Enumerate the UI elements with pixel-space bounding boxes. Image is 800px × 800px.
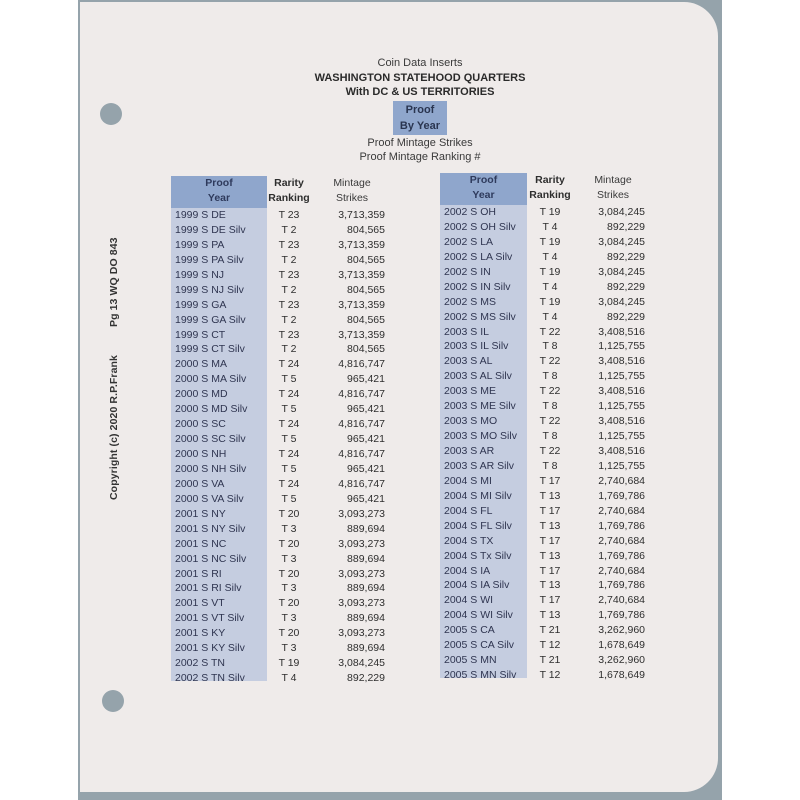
coin-year-cell: 2000 S SC xyxy=(175,418,226,431)
table-row xyxy=(171,402,411,417)
coin-year-cell: 2000 S MD xyxy=(175,388,228,401)
header-year-line2: Year xyxy=(207,192,231,204)
header-mint-line1: Mintage xyxy=(333,177,371,189)
table-row xyxy=(440,489,680,504)
rarity-rank-cell: T 20 xyxy=(278,537,300,550)
rarity-rank-cell: T 5 xyxy=(281,433,297,446)
coin-year-cell: 2000 S NH Silv xyxy=(175,462,247,475)
coin-year-cell: 2005 S MN Silv xyxy=(444,669,517,682)
page-title: WASHINGTON STATEHOOD QUARTERS xyxy=(314,71,526,84)
left-data-table xyxy=(171,176,411,685)
rarity-rank-cell: T 2 xyxy=(281,343,297,356)
header-year-line1: Proof xyxy=(469,174,498,186)
mintage-cell: 3,084,245 xyxy=(598,235,645,248)
table-row xyxy=(440,534,680,549)
coin-year-cell: 2002 S OH Silv xyxy=(444,220,516,233)
mintage-cell: 892,229 xyxy=(347,672,385,685)
coin-year-cell: 1999 S DE xyxy=(175,209,226,221)
rarity-rank-cell: T 24 xyxy=(278,418,300,431)
rarity-rank-cell: T 22 xyxy=(539,415,561,428)
coin-year-cell: 2000 S MD Silv xyxy=(175,403,248,416)
mintage-cell: 3,093,273 xyxy=(338,567,385,580)
table-row xyxy=(440,638,680,653)
mintage-cell: 3,084,245 xyxy=(598,265,645,278)
coin-year-cell: 2001 S VT Silv xyxy=(175,612,245,625)
coin-year-cell: 2003 S AL xyxy=(444,355,493,368)
rarity-rank-cell: T 23 xyxy=(278,268,300,281)
mintage-cell: 1,769,786 xyxy=(598,489,645,502)
page-subtitle: With DC & US TERRITORIES xyxy=(345,86,495,98)
mintage-cell: 889,694 xyxy=(347,552,385,565)
mintage-cell: 3,084,245 xyxy=(338,657,385,670)
table-row xyxy=(440,339,680,354)
table-row xyxy=(440,369,680,384)
table-row xyxy=(440,608,680,623)
rarity-rank-cell: T 2 xyxy=(281,253,297,266)
coin-year-cell: 2004 S FL Silv xyxy=(444,519,512,532)
table-row xyxy=(171,596,411,611)
coin-year-cell: 2002 S IN xyxy=(444,265,491,278)
rarity-rank-cell: T 24 xyxy=(278,358,300,371)
right-data-table xyxy=(440,173,680,682)
table-row xyxy=(440,623,680,638)
coin-year-cell: 2001 S RI xyxy=(175,567,222,580)
column-header-rank xyxy=(527,173,573,203)
coin-year-cell: 2002 S MS xyxy=(444,295,496,308)
rarity-rank-cell: T 2 xyxy=(281,283,297,296)
mintage-cell: 889,694 xyxy=(347,522,385,535)
rarity-rank-cell: T 17 xyxy=(539,564,561,577)
table-row xyxy=(440,668,680,683)
coin-year-cell: 1999 S CT Silv xyxy=(175,343,245,356)
table-row xyxy=(440,280,680,295)
coin-year-cell: 2003 S ME Silv xyxy=(444,400,516,413)
rarity-rank-cell: T 19 xyxy=(539,265,561,278)
table-row xyxy=(440,549,680,564)
table-row xyxy=(440,310,680,325)
rarity-rank-cell: T 4 xyxy=(281,672,297,685)
rarity-rank-cell: T 21 xyxy=(539,654,561,667)
column-header-year xyxy=(440,173,527,203)
mintage-cell: 3,408,516 xyxy=(598,445,645,457)
table-row xyxy=(171,492,411,507)
rarity-rank-cell: T 13 xyxy=(539,549,561,562)
table-row xyxy=(171,432,411,447)
coin-year-cell: 2000 S VA Silv xyxy=(175,492,244,505)
coin-year-cell: 2004 S IA xyxy=(444,564,491,577)
mintage-cell: 889,694 xyxy=(347,582,385,595)
mintage-cell: 892,229 xyxy=(607,220,645,233)
mintage-cell: 804,565 xyxy=(347,283,385,296)
coin-year-cell: 1999 S PA xyxy=(175,238,225,251)
coin-year-cell: 2003 S MO Silv xyxy=(444,430,517,443)
mintage-cell: 1,678,649 xyxy=(598,639,645,652)
table-row xyxy=(440,429,680,444)
badge-line-1: Proof xyxy=(405,103,435,116)
rarity-rank-cell: T 19 xyxy=(278,657,300,670)
rarity-rank-cell: T 22 xyxy=(539,325,561,338)
side-caption xyxy=(108,237,120,500)
rarity-rank-cell: T 23 xyxy=(278,328,300,341)
mintage-cell: 1,769,786 xyxy=(598,609,645,622)
rarity-rank-cell: T 3 xyxy=(281,642,297,655)
mintage-cell: 1,678,649 xyxy=(598,669,645,682)
rarity-rank-cell: T 19 xyxy=(539,295,561,308)
rarity-rank-cell: T 22 xyxy=(539,385,561,398)
badge-line-2: By Year xyxy=(399,119,441,132)
coin-year-cell: 2003 S MO xyxy=(444,415,498,428)
mintage-cell: 889,694 xyxy=(347,612,385,625)
rarity-rank-cell: T 17 xyxy=(539,474,561,487)
rarity-rank-cell: T 13 xyxy=(539,579,561,592)
mintage-cell: 2,740,684 xyxy=(598,534,645,547)
table-row xyxy=(440,265,680,280)
table-row xyxy=(171,253,411,268)
mintage-cell: 889,694 xyxy=(347,642,385,655)
mintage-cell: 3,408,516 xyxy=(598,355,645,368)
mintage-cell: 892,229 xyxy=(607,280,645,293)
table-row xyxy=(171,268,411,283)
coin-year-cell: 2001 S KY xyxy=(175,627,226,640)
table-row xyxy=(171,522,411,537)
table-row xyxy=(171,223,411,238)
coin-year-cell: 2004 S FL xyxy=(444,504,493,517)
rarity-rank-cell: T 12 xyxy=(539,669,561,682)
mintage-cell: 3,713,359 xyxy=(338,238,385,251)
mintage-cell: 1,125,755 xyxy=(598,370,645,383)
coin-year-cell: 2004 S IA Silv xyxy=(444,579,510,592)
rarity-rank-cell: T 13 xyxy=(539,609,561,622)
rarity-rank-cell: T 2 xyxy=(281,313,297,326)
rarity-rank-cell: T 5 xyxy=(281,462,297,475)
coin-year-cell: 2002 S OH xyxy=(444,206,496,218)
header-rank-line1: Rarity xyxy=(274,177,304,189)
mintage-cell: 1,769,786 xyxy=(598,519,645,532)
header-line-7: Proof Mintage Ranking # xyxy=(359,151,481,163)
mintage-cell: 965,421 xyxy=(347,462,385,475)
table-row xyxy=(171,641,411,656)
table-body xyxy=(440,205,680,683)
rarity-rank-cell: T 23 xyxy=(278,238,300,251)
table-row xyxy=(171,387,411,402)
mintage-cell: 4,816,747 xyxy=(338,388,385,401)
rarity-rank-cell: T 19 xyxy=(539,206,561,218)
table-row xyxy=(171,671,411,686)
table-row xyxy=(171,462,411,477)
mintage-cell: 1,125,755 xyxy=(598,340,645,353)
coin-year-cell: 2004 S MI Silv xyxy=(444,489,512,502)
punch-hole-bottom xyxy=(102,690,124,712)
header-year-line1: Proof xyxy=(205,177,233,189)
table-row xyxy=(171,328,411,343)
rarity-rank-cell: T 21 xyxy=(539,624,561,637)
table-row xyxy=(440,384,680,399)
table-row xyxy=(440,220,680,235)
mintage-cell: 3,262,960 xyxy=(598,654,645,667)
rarity-rank-cell: T 20 xyxy=(278,627,300,640)
coin-year-cell: 1999 S NJ Silv xyxy=(175,283,244,296)
coin-year-cell: 2000 S VA xyxy=(175,477,225,490)
table-row xyxy=(440,564,680,579)
coin-year-cell: 2001 S NY Silv xyxy=(175,522,246,535)
table-row xyxy=(440,474,680,489)
rarity-rank-cell: T 8 xyxy=(542,459,558,472)
rarity-rank-cell: T 3 xyxy=(281,522,297,535)
coin-year-cell: 2002 S LA Silv xyxy=(444,250,513,263)
coin-year-cell: 2001 S KY Silv xyxy=(175,642,245,655)
coin-year-cell: 2002 S TN Silv xyxy=(175,672,245,685)
coin-year-cell: 2002 S TN xyxy=(175,657,226,670)
mintage-cell: 3,093,273 xyxy=(338,507,385,520)
rarity-rank-cell: T 17 xyxy=(539,534,561,547)
table-body xyxy=(171,208,411,686)
table-row xyxy=(171,507,411,522)
mintage-cell: 1,125,755 xyxy=(598,430,645,443)
header-line-6: Proof Mintage Strikes xyxy=(367,136,473,149)
rarity-rank-cell: T 20 xyxy=(278,597,300,610)
coin-year-cell: 2001 S NC Silv xyxy=(175,552,247,565)
mintage-cell: 892,229 xyxy=(607,310,645,323)
coin-year-cell: 1999 S NJ xyxy=(175,268,225,281)
rarity-rank-cell: T 20 xyxy=(278,507,300,520)
table-row xyxy=(171,342,411,357)
rarity-rank-cell: T 23 xyxy=(278,298,300,311)
coin-year-cell: 2004 S Tx Silv xyxy=(444,549,512,562)
mintage-cell: 1,125,755 xyxy=(598,459,645,472)
table-row xyxy=(171,567,411,582)
header-year-line2: Year xyxy=(472,189,495,201)
coin-year-cell: 2005 S CA Silv xyxy=(444,639,515,652)
mintage-cell: 4,816,747 xyxy=(338,477,385,490)
table-row xyxy=(171,581,411,596)
table-row xyxy=(440,653,680,668)
coin-year-cell: 1999 S DE Silv xyxy=(175,223,246,236)
mintage-cell: 965,421 xyxy=(347,433,385,446)
mintage-cell: 965,421 xyxy=(347,492,385,505)
table-row xyxy=(171,477,411,492)
table-row xyxy=(171,298,411,313)
coin-year-cell: 2003 S IL xyxy=(444,325,489,338)
mintage-cell: 965,421 xyxy=(347,403,385,416)
coin-year-cell: 2000 S MA xyxy=(175,358,227,371)
mintage-cell: 4,816,747 xyxy=(338,418,385,431)
mintage-cell: 965,421 xyxy=(347,373,385,386)
page-reference: Pg 13 WQ DO 843 xyxy=(108,237,120,328)
mintage-cell: 3,713,359 xyxy=(338,209,385,221)
rarity-rank-cell: T 20 xyxy=(278,567,300,580)
table-row xyxy=(440,325,680,340)
rarity-rank-cell: T 4 xyxy=(542,220,558,233)
header-rank-line2: Ranking xyxy=(529,189,571,201)
table-row xyxy=(440,444,680,459)
coin-year-cell: 1999 S PA Silv xyxy=(175,253,244,266)
table-row xyxy=(440,519,680,534)
mintage-cell: 2,740,684 xyxy=(598,594,645,607)
mintage-cell: 3,713,359 xyxy=(338,298,385,311)
coin-year-cell: 2002 S IN Silv xyxy=(444,280,511,293)
table-row xyxy=(440,295,680,310)
rarity-rank-cell: T 12 xyxy=(539,639,561,652)
table-row xyxy=(171,447,411,462)
rarity-rank-cell: T 3 xyxy=(281,612,297,625)
table-row xyxy=(171,611,411,626)
mintage-cell: 1,125,755 xyxy=(598,400,645,413)
column-header-mintage xyxy=(329,176,375,206)
table-row xyxy=(440,578,680,593)
rarity-rank-cell: T 4 xyxy=(542,250,558,263)
rarity-rank-cell: T 8 xyxy=(542,370,558,383)
table-row xyxy=(440,235,680,250)
coin-year-cell: 1999 S CT xyxy=(175,328,226,341)
coin-year-cell: 2003 S AL Silv xyxy=(444,370,512,383)
mintage-cell: 3,093,273 xyxy=(338,597,385,610)
table-row xyxy=(440,459,680,474)
coin-year-cell: 2004 S WI Silv xyxy=(444,609,513,622)
table-row xyxy=(440,399,680,414)
coin-year-cell: 2002 S LA xyxy=(444,235,494,248)
table-row xyxy=(440,250,680,265)
mintage-cell: 3,084,245 xyxy=(598,206,645,218)
rarity-rank-cell: T 8 xyxy=(542,340,558,353)
coin-year-cell: 2000 S NH xyxy=(175,448,227,460)
table-row xyxy=(171,238,411,253)
rarity-rank-cell: T 24 xyxy=(278,388,300,401)
rarity-rank-cell: T 8 xyxy=(542,430,558,443)
coin-year-cell: 2000 S MA Silv xyxy=(175,373,247,386)
coin-year-cell: 2001 S RI Silv xyxy=(175,582,242,595)
rarity-rank-cell: T 3 xyxy=(281,582,297,595)
coin-year-cell: 2003 S ME xyxy=(444,385,496,398)
table-row xyxy=(171,372,411,387)
table-row xyxy=(171,313,411,328)
mintage-cell: 1,769,786 xyxy=(598,579,645,592)
punch-hole-top xyxy=(100,103,122,125)
table-row xyxy=(171,417,411,432)
table-row xyxy=(440,593,680,608)
table-row xyxy=(171,357,411,372)
header-line-1: Coin Data Inserts xyxy=(377,57,463,69)
column-header-year xyxy=(171,176,267,206)
column-header-rank xyxy=(267,176,311,206)
coin-year-cell: 2000 S SC Silv xyxy=(175,433,246,446)
mintage-cell: 2,740,684 xyxy=(598,504,645,517)
mintage-cell: 2,740,684 xyxy=(598,564,645,577)
mintage-cell: 1,769,786 xyxy=(598,549,645,562)
rarity-rank-cell: T 5 xyxy=(281,492,297,505)
table-row xyxy=(171,208,411,223)
rarity-rank-cell: T 22 xyxy=(539,445,561,457)
header-mint-line2: Strikes xyxy=(596,189,630,201)
mintage-cell: 4,816,747 xyxy=(338,448,385,460)
table-row xyxy=(440,504,680,519)
header-rank-line2: Ranking xyxy=(268,192,310,204)
rarity-rank-cell: T 2 xyxy=(281,223,297,236)
mintage-cell: 3,408,516 xyxy=(598,385,645,398)
coin-year-cell: 2003 S IL Silv xyxy=(444,340,509,353)
coin-year-cell: 2001 S NY xyxy=(175,507,226,520)
mintage-cell: 804,565 xyxy=(347,253,385,266)
copyright-text: Copyright (c) 2020 R.P.Frank xyxy=(108,355,120,500)
coin-year-cell: 2003 S AR Silv xyxy=(444,459,515,472)
table-row xyxy=(171,626,411,641)
coin-year-cell: 2002 S MS Silv xyxy=(444,310,516,323)
mintage-cell: 804,565 xyxy=(347,223,385,236)
header-mint-line1: Mintage xyxy=(594,174,632,186)
rarity-rank-cell: T 19 xyxy=(539,235,561,248)
coin-year-cell: 2003 S AR xyxy=(444,445,495,457)
mintage-cell: 804,565 xyxy=(347,343,385,356)
table-row xyxy=(440,414,680,429)
rarity-rank-cell: T 13 xyxy=(539,519,561,532)
rarity-rank-cell: T 24 xyxy=(278,448,300,460)
mintage-cell: 3,713,359 xyxy=(338,328,385,341)
mintage-cell: 892,229 xyxy=(607,250,645,263)
mintage-cell: 3,084,245 xyxy=(598,295,645,308)
coin-year-cell: 2005 S CA xyxy=(444,624,495,637)
rarity-rank-cell: T 4 xyxy=(542,310,558,323)
table-row xyxy=(171,283,411,298)
mintage-cell: 804,565 xyxy=(347,313,385,326)
coin-year-cell: 2004 S MI xyxy=(444,474,492,487)
table-row xyxy=(171,656,411,671)
mintage-cell: 3,093,273 xyxy=(338,627,385,640)
proof-by-year-badge xyxy=(393,101,447,135)
header-mint-line2: Strikes xyxy=(335,192,369,204)
rarity-rank-cell: T 8 xyxy=(542,400,558,413)
mintage-cell: 4,816,747 xyxy=(338,358,385,371)
rarity-rank-cell: T 3 xyxy=(281,552,297,565)
column-header-mintage xyxy=(590,173,636,203)
rarity-rank-cell: T 4 xyxy=(542,280,558,293)
rarity-rank-cell: T 13 xyxy=(539,489,561,502)
mintage-cell: 3,408,516 xyxy=(598,415,645,428)
mintage-cell: 3,408,516 xyxy=(598,325,645,338)
rarity-rank-cell: T 5 xyxy=(281,403,297,416)
mintage-cell: 2,740,684 xyxy=(598,474,645,487)
coin-year-cell: 2001 S NC xyxy=(175,537,227,550)
coin-year-cell: 2005 S MN xyxy=(444,654,497,667)
table-row xyxy=(440,205,680,220)
rarity-rank-cell: T 24 xyxy=(278,477,300,490)
mintage-cell: 3,262,960 xyxy=(598,624,645,637)
table-row xyxy=(440,354,680,369)
coin-year-cell: 1999 S GA xyxy=(175,298,227,311)
mintage-cell: 3,093,273 xyxy=(338,537,385,550)
rarity-rank-cell: T 5 xyxy=(281,373,297,386)
coin-year-cell: 1999 S GA Silv xyxy=(175,313,246,326)
coin-year-cell: 2004 S TX xyxy=(444,534,494,547)
rarity-rank-cell: T 22 xyxy=(539,355,561,368)
rarity-rank-cell: T 17 xyxy=(539,504,561,517)
mintage-cell: 3,713,359 xyxy=(338,268,385,281)
table-row xyxy=(171,552,411,567)
coin-year-cell: 2001 S VT xyxy=(175,597,225,610)
coin-year-cell: 2004 S WI xyxy=(444,594,494,607)
table-row xyxy=(171,537,411,552)
rarity-rank-cell: T 23 xyxy=(278,209,300,221)
header-rank-line1: Rarity xyxy=(535,174,565,186)
rarity-rank-cell: T 17 xyxy=(539,594,561,607)
document-header xyxy=(300,56,540,165)
